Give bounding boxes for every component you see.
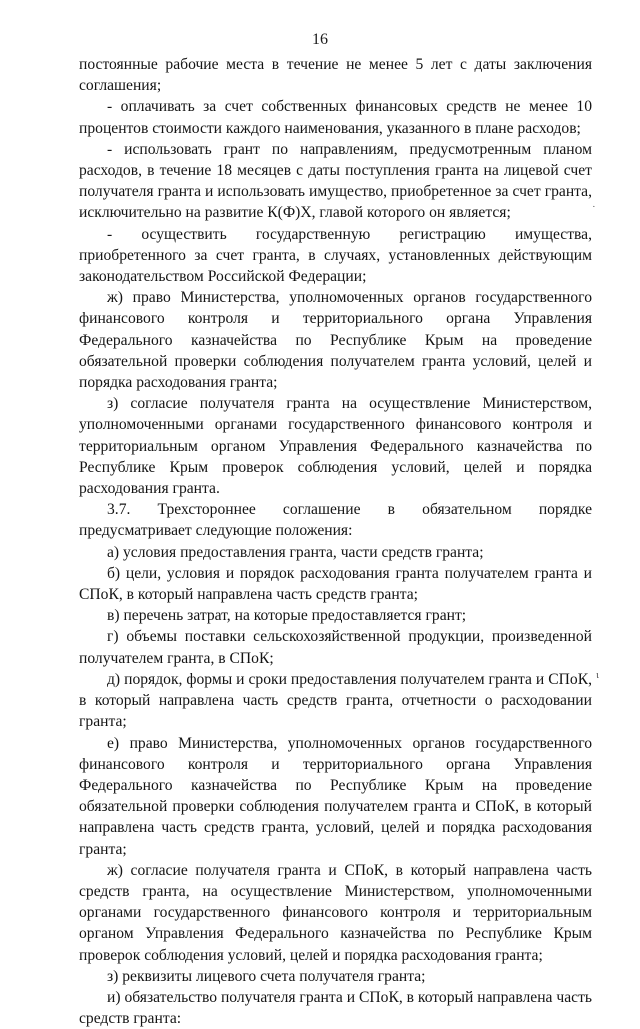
list-item-b: б) цели, условия и порядок расходования гранта получателем гранта и СПоК, в который направлена часть средств гранта; — [79, 564, 592, 604]
paragraph-item-z: з) согласие получателя гранта на осуществление Министерством, уполномоченными органами государственного финансового контроля и территориальным органом Управления Федерального казначейства по Республике Крым проверок соблюдения условий, целей и порядка расходования гранта. — [79, 395, 592, 498]
paragraph-continuation: постоянные рабочие места в течение не менее 5 лет с даты заключения соглашения; — [79, 56, 592, 95]
list-item-d: д) порядок, формы и сроки предоставления получателем гранта и СПоК, в который направлена часть средств гранта, отчетности о расходовании гранта; — [79, 670, 592, 731]
document-body — [79, 54, 592, 1029]
page-number: 16 — [312, 31, 328, 48]
list-item-z: з) реквизиты лицевого счета получателя гранта; — [107, 967, 426, 985]
paragraph-cofinancing: - оплачивать за счет собственных финансовых средств не менее 10 процентов стоимости каждого наименования, указанного в плане расходов; — [79, 98, 592, 137]
list-item-e: е) право Министерства, уполномоченных органов государственного финансового контроля и территориального органа Управления Федерального казначейства по Республике Крым на проведение обязательной проверки соблюдения получателем гранта и СПоК, в который направлена часть средств гранта, условий, целей и порядка расходования гранта; — [79, 734, 592, 858]
list-item-i: и) обязательство получателя гранта и СПоК, в который направлена часть средств гранта: — [79, 988, 592, 1028]
scan-artifact-mark: ˙ — [592, 204, 596, 216]
paragraph-grant-use: - использовать грант по направлениям, предусмотренным планом расходов, в течение 18 месяцев с даты поступления гранта на лицевой счет получателя гранта и использовать имущество, приобретенное за счет гранта, исключительно на развитие К(Ф)Х, главой которого он является; — [79, 140, 592, 222]
list-item-g: г) объемы поставки сельскохозяйственной продукции, произведенной получателем гранта, в СПоК; — [79, 628, 592, 667]
paragraph-property-registration: - осуществить государственную регистрацию имущества, приобретенного за счет гранта, в случаях, установленных действующим законодательством Российской Федерации; — [79, 225, 592, 286]
scan-artifact-mark: ι — [596, 669, 599, 681]
list-item-a: а) условия предоставления гранта, части средств гранта; — [107, 543, 484, 561]
list-item-v: в) перечень затрат, на которые предоставляется грант; — [107, 607, 467, 625]
paragraph-item-zh: ж) право Министерства, уполномоченных органов государственного финансового контроля и территориального органа Управления Федерального казначейства по Республике Крым на проведение обязательной проверки соблюдения получателем гранта условий, целей и порядка расходования гранта; — [79, 289, 592, 392]
list-item-zh: ж) согласие получателя гранта и СПоК, в который направлена часть средств гранта, на осуществление Министерством, уполномоченными органами государственного финансового контроля и территориальным органом Управления Федерального казначейства по Республике Крым проверок соблюдения условий, целей и порядка расходования гранта; — [79, 861, 592, 964]
paragraph-section-3-7: 3.7. Трехстороннее соглашение в обязательном порядке предусматривает следующие положения: — [79, 501, 592, 540]
